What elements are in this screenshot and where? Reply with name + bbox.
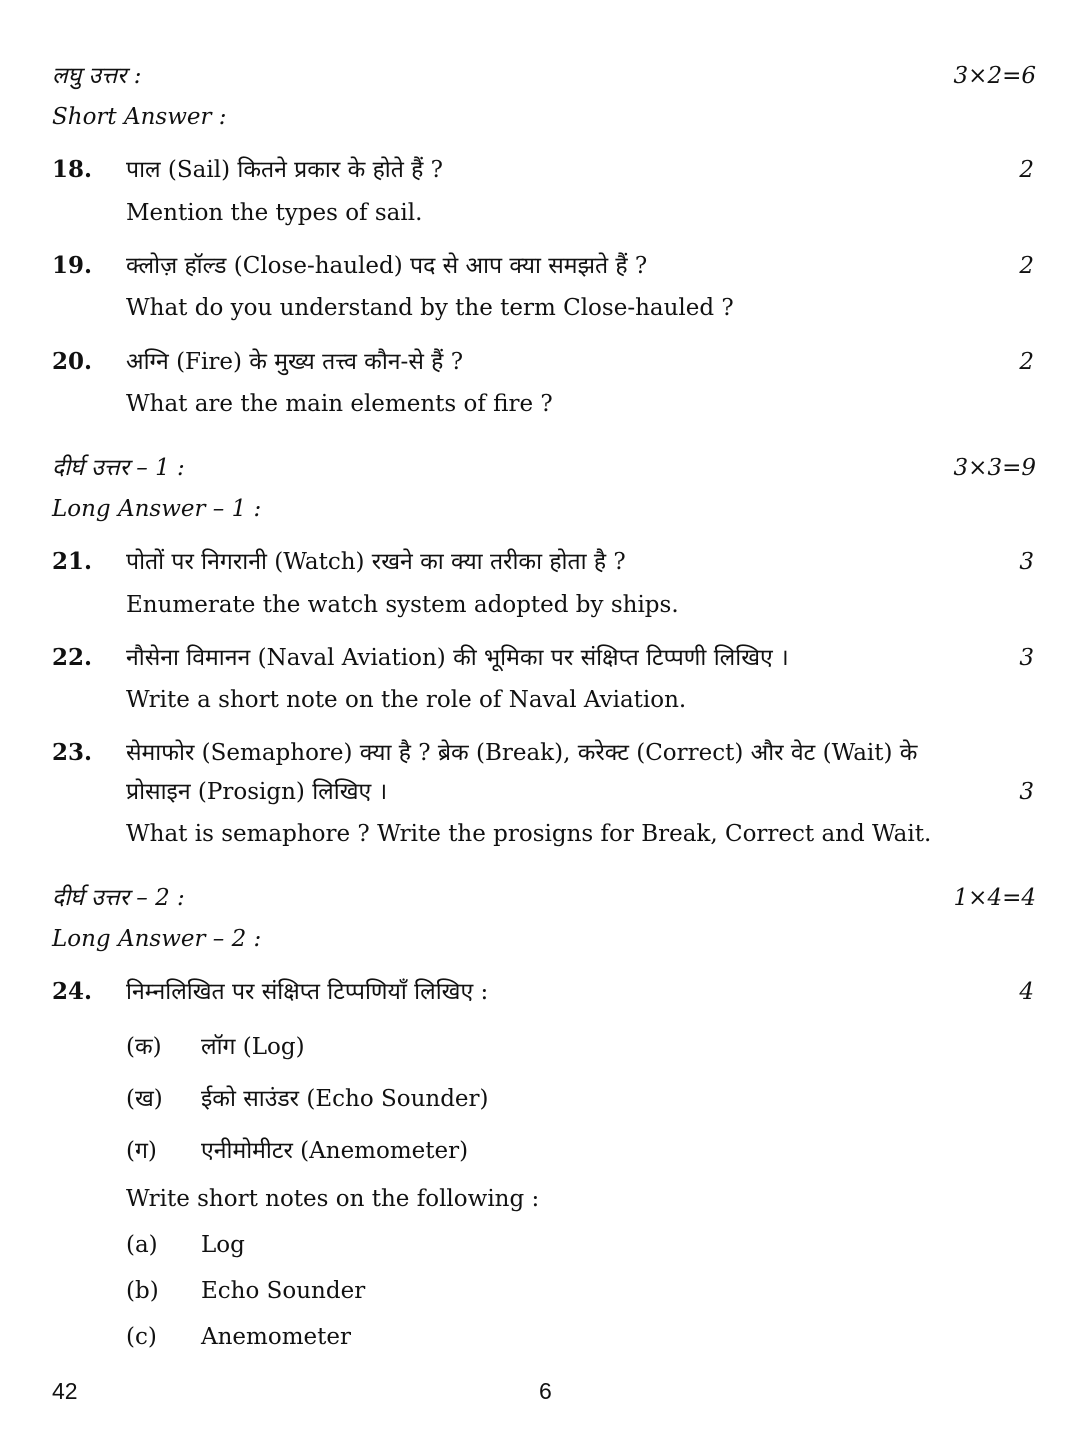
option-label: (ख) <box>126 1086 163 1112</box>
question-number: 21. <box>52 548 93 575</box>
question-marks: 2 <box>1019 253 1034 279</box>
option-text: Log <box>201 1232 245 1258</box>
section-long1-title-en: Long Answer – 1 : <box>52 496 262 522</box>
question-text-en: What do you understand by the term Close-hauled ? <box>126 295 734 321</box>
question-text-en: What is semaphore ? Write the prosigns for Break, Correct and Wait. <box>126 821 932 847</box>
question-text-en: Write a short note on the role of Naval Aviation. <box>126 687 687 713</box>
paper-code: 42 <box>52 1378 78 1404</box>
question-text-en: Write short notes on the following : <box>126 1186 540 1212</box>
question-text-hi-line2: प्रोसाइन (Prosign) लिखिए । <box>126 779 388 805</box>
question-marks: 2 <box>1019 157 1034 183</box>
question-number: 22. <box>52 644 93 671</box>
option-text: Echo Sounder <box>201 1278 366 1304</box>
option-text: एनीमोमीटर (Anemometer) <box>201 1138 469 1164</box>
question-text-en: Mention the types of sail. <box>126 200 423 226</box>
option-label: (b) <box>126 1278 159 1304</box>
question-number: 19. <box>52 252 93 279</box>
option-label: (क) <box>126 1034 162 1060</box>
question-marks: 4 <box>1019 979 1034 1005</box>
option-text: ईको साउंडर (Echo Sounder) <box>201 1086 489 1112</box>
question-text-hi: पोतों पर निगरानी (Watch) रखने का क्या तरीका होता है ? <box>126 549 626 575</box>
section-long2-title-hi: दीर्घ उत्तर – 2 : <box>52 885 185 911</box>
question-number: 18. <box>52 156 93 183</box>
question-text-hi: क्लोज़ हॉल्ड (Close-hauled) पद से आप क्या समझते हैं ? <box>126 253 648 279</box>
option-text: लॉग (Log) <box>201 1034 305 1060</box>
question-marks: 3 <box>1019 645 1034 671</box>
section-short-title-hi: लघु उत्तर : <box>52 63 142 89</box>
question-marks: 3 <box>1019 779 1034 805</box>
section-short-marks: 3×2=6 <box>953 63 1036 89</box>
question-number: 20. <box>52 348 93 375</box>
section-long2-title-en: Long Answer – 2 : <box>52 926 262 952</box>
question-text-hi: पाल (Sail) कितने प्रकार के होते हैं ? <box>126 157 444 183</box>
section-short-title-en: Short Answer : <box>52 104 227 130</box>
section-long1-marks: 3×3=9 <box>953 455 1036 481</box>
option-text: Anemometer <box>201 1324 351 1350</box>
question-text-hi: निम्नलिखित पर संक्षिप्त टिप्पणियाँ लिखिए : <box>126 979 489 1005</box>
question-text-en: Enumerate the watch system adopted by ships. <box>126 592 679 618</box>
page-number: 6 <box>539 1378 552 1404</box>
option-label: (c) <box>126 1324 157 1350</box>
section-long2-marks: 1×4=4 <box>953 885 1036 911</box>
option-label: (a) <box>126 1232 158 1258</box>
option-label: (ग) <box>126 1138 157 1164</box>
question-number: 24. <box>52 978 93 1005</box>
question-text-hi: नौसेना विमानन (Naval Aviation) की भूमिका पर संक्षिप्त टिप्पणी लिखिए । <box>126 645 789 671</box>
question-text-en: What are the main elements of fire ? <box>126 391 553 417</box>
question-marks: 2 <box>1019 349 1034 375</box>
question-text-hi: अग्नि (Fire) के मुख्य तत्त्व कौन-से हैं ? <box>126 349 464 375</box>
question-text-hi-line1: सेमाफोर (Semaphore) क्या है ? ब्रेक (Break), करेक्ट (Correct) और वेट (Wait) के <box>126 740 918 766</box>
section-long1-title-hi: दीर्घ उत्तर – 1 : <box>52 455 185 481</box>
question-marks: 3 <box>1019 549 1034 575</box>
question-number: 23. <box>52 739 93 766</box>
